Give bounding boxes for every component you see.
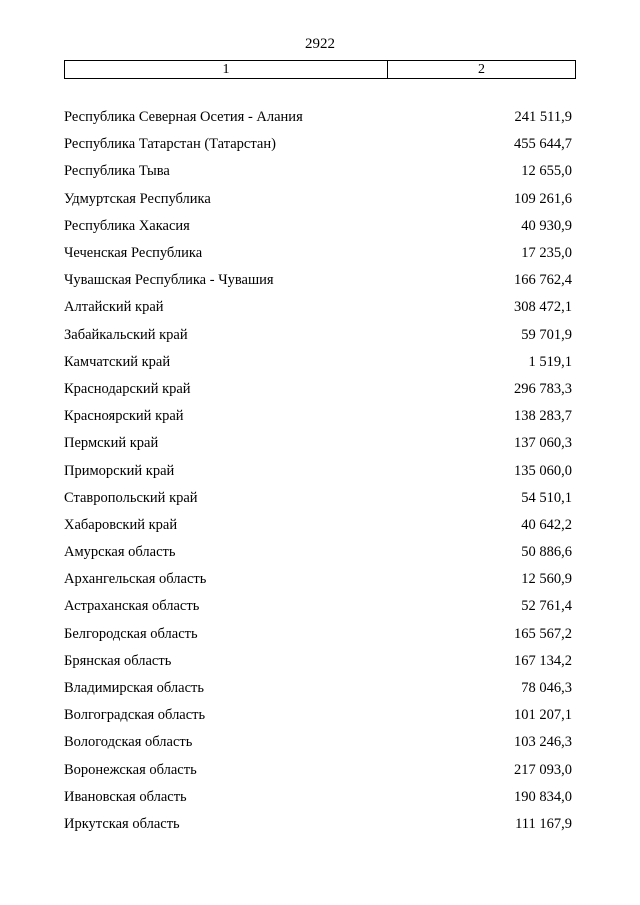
column-header-table	[64, 60, 576, 79]
table-row	[64, 213, 572, 240]
region-name: Республика Тыва	[64, 163, 170, 180]
table-row	[64, 675, 572, 702]
table-row	[64, 811, 572, 838]
region-name: Астраханская область	[64, 598, 200, 615]
region-name: Камчатский край	[64, 353, 171, 370]
region-name: Республика Татарстан (Татарстан)	[64, 136, 276, 153]
table-row	[64, 512, 572, 539]
region-value: 17 235,0	[521, 245, 572, 262]
region-value: 59 701,9	[521, 326, 572, 343]
table-row	[64, 158, 572, 185]
region-value: 455 644,7	[514, 136, 572, 153]
region-value: 40 642,2	[521, 516, 572, 533]
region-value: 296 783,3	[514, 380, 572, 397]
table-row	[64, 702, 572, 729]
table-row	[64, 376, 572, 403]
region-value: 12 560,9	[521, 571, 572, 588]
region-name: Чеченская Республика	[64, 245, 203, 262]
table-row	[64, 349, 572, 376]
region-value: 166 762,4	[514, 272, 572, 289]
region-name: Вологодская область	[64, 734, 193, 751]
region-name: Иркутская область	[64, 815, 180, 832]
column-header-1: 1	[65, 61, 388, 78]
table-row	[64, 593, 572, 620]
region-name: Алтайский край	[64, 299, 164, 316]
region-value: 101 207,1	[514, 707, 572, 724]
region-name: Амурская область	[64, 544, 176, 561]
region-value: 54 510,1	[521, 489, 572, 506]
table-row	[64, 403, 572, 430]
region-value: 52 761,4	[521, 598, 572, 615]
data-table-body	[64, 104, 572, 838]
region-name: Белгородская область	[64, 625, 198, 642]
region-name: Республика Хакасия	[64, 217, 190, 234]
region-value: 241 511,9	[514, 109, 572, 126]
region-name: Чувашская Республика - Чувашия	[64, 272, 274, 289]
region-value: 78 046,3	[521, 680, 572, 697]
region-value: 165 567,2	[514, 625, 572, 642]
region-name: Воронежская область	[64, 761, 197, 778]
region-name: Ставропольский край	[64, 489, 198, 506]
region-value: 12 655,0	[521, 163, 572, 180]
region-value: 167 134,2	[514, 652, 572, 669]
region-name: Ивановская область	[64, 788, 187, 805]
region-value: 135 060,0	[514, 462, 572, 479]
region-name: Владимирская область	[64, 680, 204, 697]
region-name: Приморский край	[64, 462, 175, 479]
table-row	[64, 648, 572, 675]
table-row	[64, 485, 572, 512]
region-value: 50 886,6	[521, 544, 572, 561]
table-row	[64, 322, 572, 349]
region-value: 40 930,9	[521, 217, 572, 234]
table-row	[64, 131, 572, 158]
table-row	[64, 457, 572, 484]
region-value: 217 093,0	[514, 761, 572, 778]
region-value: 1 519,1	[528, 353, 572, 370]
region-value: 111 167,9	[515, 815, 572, 832]
region-name: Хабаровский край	[64, 516, 178, 533]
region-value: 103 246,3	[514, 734, 572, 751]
region-name: Волгоградская область	[64, 707, 206, 724]
page-number: 2922	[305, 36, 335, 52]
table-row	[64, 784, 572, 811]
region-name: Архангельская область	[64, 571, 207, 588]
region-value: 138 283,7	[514, 408, 572, 425]
region-name: Краснодарский край	[64, 380, 191, 397]
region-name: Забайкальский край	[64, 326, 188, 343]
region-name: Брянская область	[64, 652, 172, 669]
region-name: Красноярский край	[64, 408, 184, 425]
table-row	[64, 240, 572, 267]
region-name: Республика Северная Осетия - Алания	[64, 109, 303, 126]
table-row	[64, 294, 572, 321]
region-name: Пермский край	[64, 435, 159, 452]
column-header-2: 2	[478, 61, 485, 77]
region-name: Удмуртская Республика	[64, 190, 211, 207]
region-value: 109 261,6	[514, 190, 572, 207]
table-row	[64, 757, 572, 784]
table-row	[64, 539, 572, 566]
table-row	[64, 621, 572, 648]
region-value: 308 472,1	[514, 299, 572, 316]
region-value: 137 060,3	[514, 435, 572, 452]
table-row	[64, 186, 572, 213]
table-row	[64, 729, 572, 756]
table-row	[64, 267, 572, 294]
region-value: 190 834,0	[514, 788, 572, 805]
table-row	[64, 566, 572, 593]
table-row	[64, 430, 572, 457]
table-row	[64, 104, 572, 131]
